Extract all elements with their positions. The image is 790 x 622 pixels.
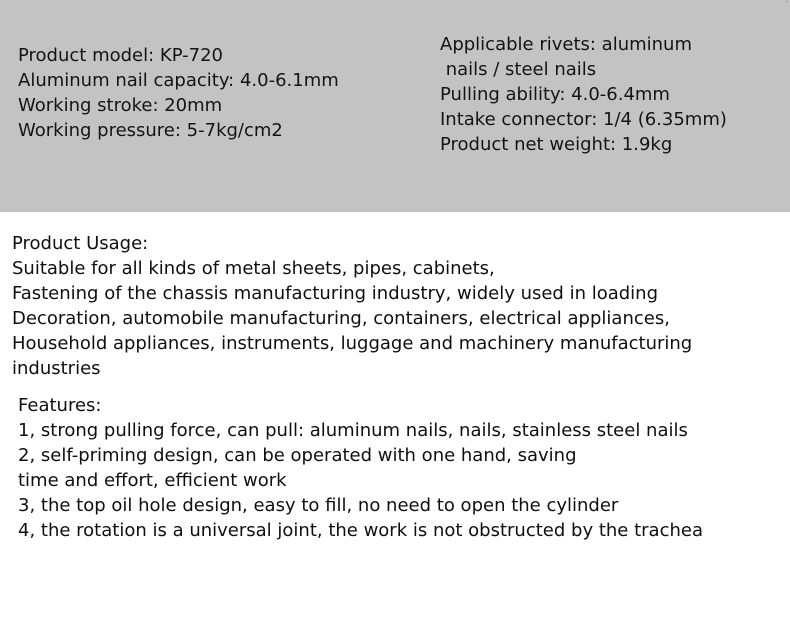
spec-intake-connector: Intake connector: 1/4 (6.35mm) <box>440 109 727 130</box>
feature-item-cont: time and effort, efficient work <box>18 470 287 491</box>
feature-item: 3, the top oil hole design, easy to fill, no need to open the cylinder <box>18 495 619 516</box>
features-heading: Features: <box>18 395 102 416</box>
usage-heading: Product Usage: <box>12 233 149 254</box>
spec-pulling-ability: Pulling ability: 4.0-6.4mm <box>440 84 670 105</box>
features-section <box>18 393 703 543</box>
spec-applicable-rivets-cont: nails / steel nails <box>440 59 597 80</box>
feature-item: 1, strong pulling force, can pull: aluminum nails, nails, stainless steel nails <box>18 420 688 441</box>
feature-item: 2, self-priming design, can be operated with one hand, saving <box>18 445 577 466</box>
spec-product-model: Product model: KP-720 <box>18 45 224 66</box>
spec-applicable-rivets: Applicable rivets: aluminum <box>440 34 692 55</box>
spec-nail-capacity: Aluminum nail capacity: 4.0-6.1mm <box>18 70 339 91</box>
usage-line: industries <box>12 358 101 379</box>
spec-column-left <box>18 43 339 143</box>
usage-line: Household appliances, instruments, luggage and machinery manufacturing <box>12 333 693 354</box>
spec-working-pressure: Working pressure: 5-7kg/cm2 <box>18 120 283 141</box>
corner-mark: ᐧ <box>785 0 788 8</box>
usage-line: Fastening of the chassis manufacturing industry, widely used in loading <box>12 283 659 304</box>
feature-item: 4, the rotation is a universal joint, the work is not obstructed by the trachea <box>18 520 703 541</box>
spec-column-right <box>440 32 727 157</box>
product-usage-section <box>12 231 692 381</box>
usage-line: Suitable for all kinds of metal sheets, pipes, cabinets, <box>12 258 495 279</box>
spec-working-stroke: Working stroke: 20mm <box>18 95 223 116</box>
spec-panel <box>0 0 790 212</box>
spec-net-weight: Product net weight: 1.9kg <box>440 134 673 155</box>
usage-line: Decoration, automobile manufacturing, containers, electrical appliances, <box>12 308 670 329</box>
